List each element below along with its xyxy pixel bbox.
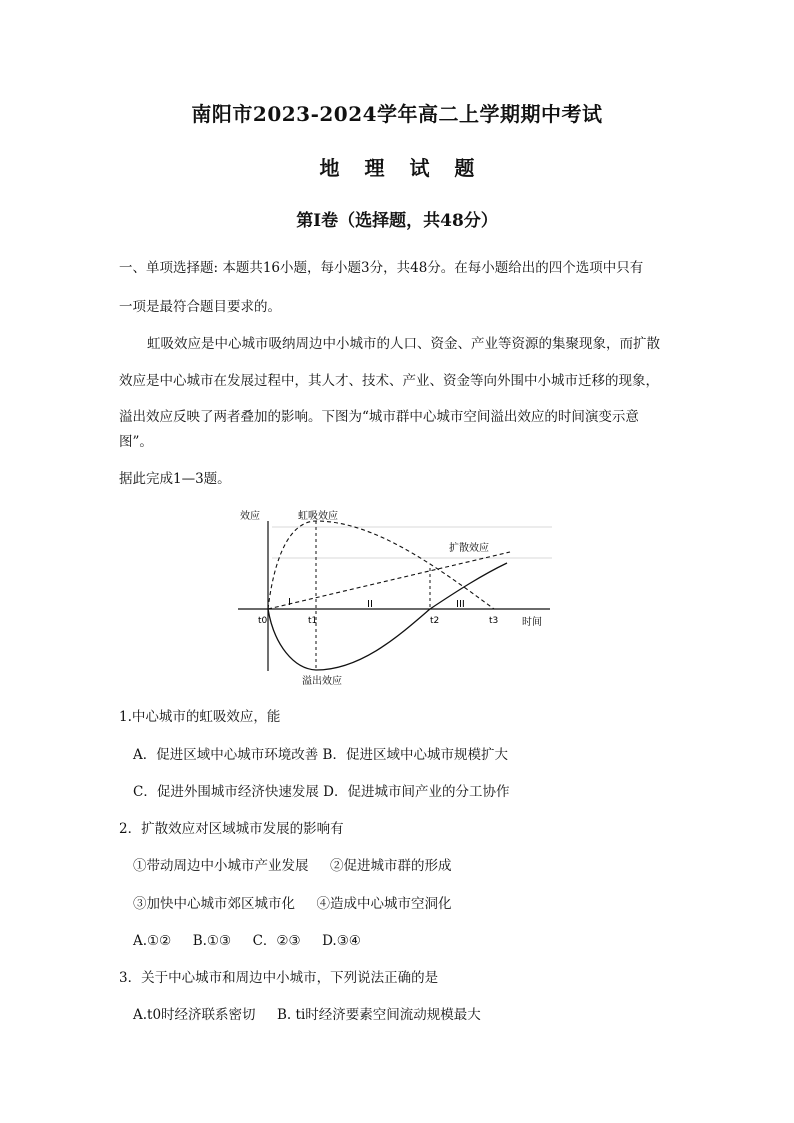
stage-label-3: III — [456, 599, 465, 610]
question-1-stem: 1.中心城市的虹吸效应，能 — [119, 709, 281, 725]
passage-line-3: 溢出效应反映了两者叠加的影响。下图为“城市群中心城市空间溢出效应的时间演变示意 — [119, 409, 639, 425]
question-2-items-12: ①带动周边中小城市产业发展 ②促进城市群的形成 — [133, 858, 452, 874]
spillover-effect-curve — [268, 563, 507, 670]
tick-t2: t2 — [430, 616, 440, 626]
siphon-effect-curve — [268, 521, 494, 609]
x-axis-label: 时间 — [522, 617, 542, 628]
tick-t3: t3 — [489, 616, 499, 626]
y-axis-label: 效应 — [240, 511, 260, 522]
section-title: 第I卷（选择题，共48分） — [296, 211, 498, 231]
passage-line-2: 效应是中心城市在发展过程中，其人才、技术、产业、资金等向外围中小城市迁移的现象， — [119, 373, 659, 389]
question-2-stem: 2．扩散效应对区域城市发展的影响有 — [119, 821, 344, 837]
passage-line-1: 虹吸效应是中心城市吸纳周边中小城市的人口、资金、产业等资源的集聚现象，而扩散 — [147, 336, 660, 352]
siphon-effect-label: 虹吸效应 — [298, 511, 338, 522]
passage-line-4: 图”。 — [119, 434, 153, 450]
stage-label-2: II — [367, 599, 373, 610]
question-3-stem: 3．关于中心城市和周边中小城市，下列说法正确的是 — [119, 970, 439, 986]
question-2-choices: A.①② B.①③ C．②③ D.③④ — [133, 933, 361, 949]
diffusion-effect-label: 扩散效应 — [449, 543, 489, 554]
instructions-line-1: 一、单项选择题: 本题共16小题，每小题3分，共48分。在每小题给出的四个选项中只有 — [119, 260, 644, 276]
question-1-options-ab: A．促进区域中心城市环境改善 B．促进区域中心城市规模扩大 — [133, 747, 508, 763]
tick-t0: t0 — [258, 616, 268, 626]
passage-line-5: 据此完成1—3题。 — [119, 471, 231, 487]
stage-label-1: I — [288, 597, 291, 608]
tick-t1: t1 — [308, 616, 318, 626]
spillover-effect-label: 溢出效应 — [302, 676, 342, 687]
instructions-line-2: 一项是最符合题目要求的。 — [119, 299, 281, 315]
question-1-options-cd: C．促进外围城市经济快速发展 D．促进城市间产业的分工协作 — [133, 784, 510, 800]
subject-title: 地 理 试 题 — [319, 156, 475, 180]
exam-title: 南阳市2023-2024学年高二上学期期中考试 — [191, 102, 603, 126]
spillover-effect-chart — [232, 503, 562, 693]
question-2-items-34: ③加快中心城市郊区城市化 ④造成中心城市空洞化 — [133, 896, 452, 912]
question-3-options-ab: A.t0时经济联系密切 B. ti时经济要素空间流动规模最大 — [133, 1007, 481, 1023]
